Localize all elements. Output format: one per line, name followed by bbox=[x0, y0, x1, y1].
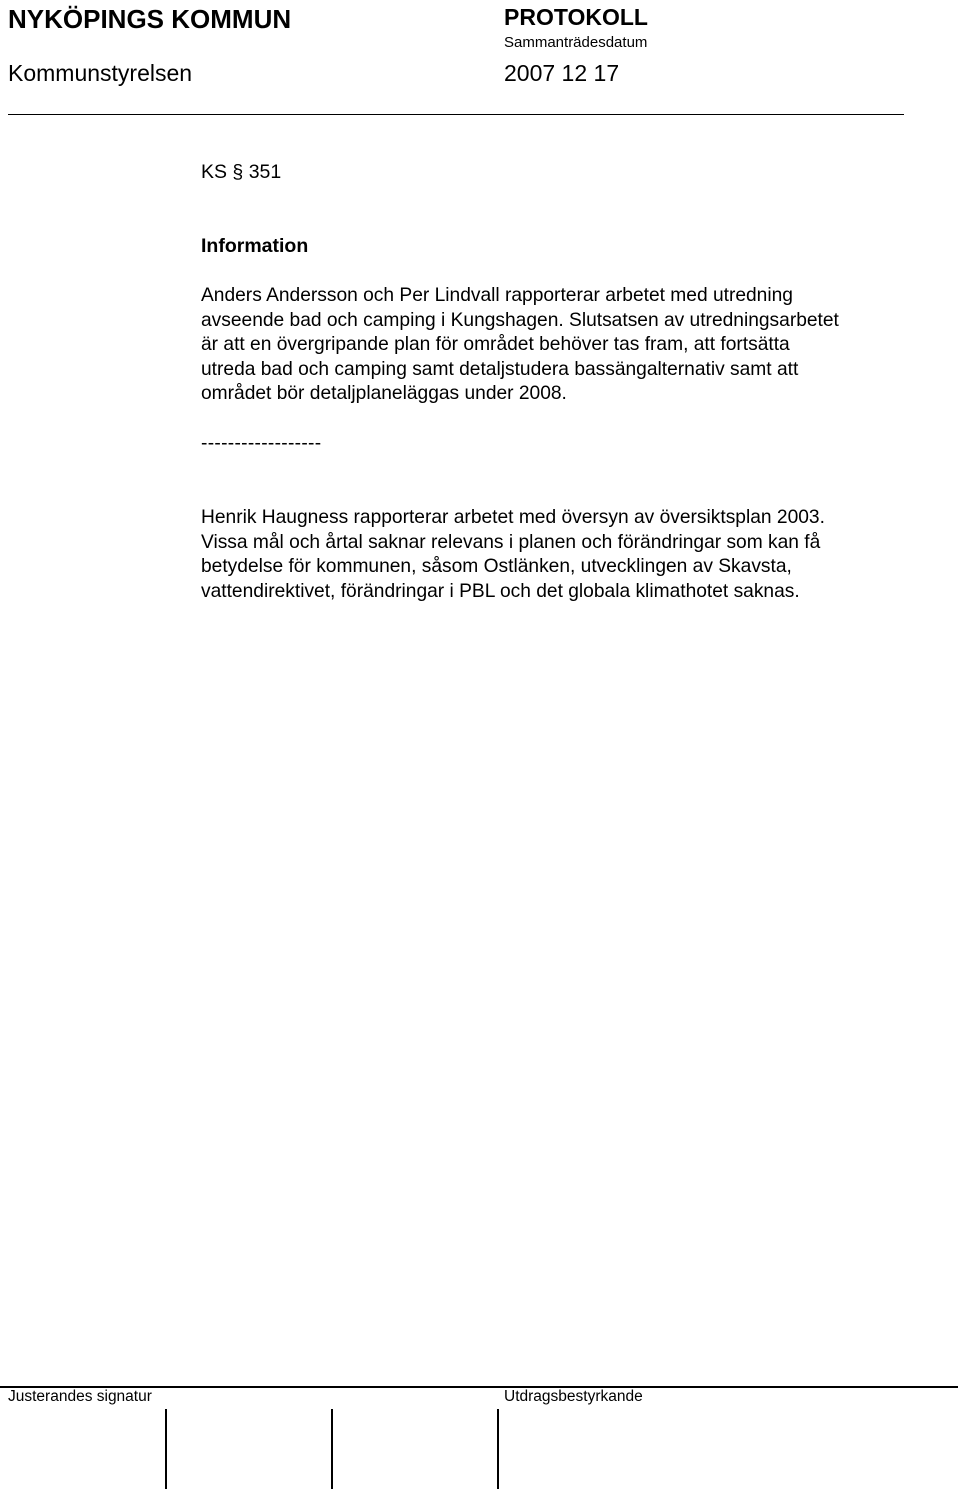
header-divider bbox=[8, 114, 904, 115]
paragraph-number: KS § 351 bbox=[201, 161, 282, 183]
text-line: betydelse för kommunen, såsom Ostlänken, utvecklingen av Skavsta, bbox=[201, 556, 792, 577]
text-line: Anders Andersson och Per Lindvall rapporterar arbetet med utredning bbox=[201, 285, 793, 306]
paragraph-kungshagen bbox=[201, 284, 921, 407]
signature-box-divider bbox=[165, 1409, 167, 1489]
extract-certification-label: Utdragsbestyrkande bbox=[504, 1388, 643, 1405]
section-heading: Information bbox=[201, 235, 309, 257]
text-line: Vissa mål och årtal saknar relevans i planen och förändringar som kan få bbox=[201, 531, 821, 553]
text-line: är att en övergripande plan för området behöver tas fram, att fortsätta bbox=[201, 334, 790, 355]
text-line: avseende bad och camping i Kungshagen. Slutsatsen av utredningsarbetet bbox=[201, 309, 839, 331]
signature-box-divider bbox=[497, 1409, 499, 1489]
signature-label: Justerandes signatur bbox=[8, 1388, 152, 1405]
text-line: Henrik Haugness rapporterar arbetet med översyn av översiktsplan 2003. bbox=[201, 507, 825, 528]
dash-separator: ------------------ bbox=[201, 433, 322, 454]
document-type: PROTOKOLL bbox=[504, 4, 648, 30]
meeting-date-label: Sammanträdesdatum bbox=[504, 34, 648, 51]
organization-name: NYKÖPINGS KOMMUN bbox=[8, 4, 292, 34]
text-line: området bör detaljplaneläggas under 2008. bbox=[201, 383, 567, 404]
department-name: Kommunstyrelsen bbox=[8, 60, 193, 86]
text-line: vattendirektivet, förändringar i PBL och det globala klimathotet saknas. bbox=[201, 580, 800, 602]
signature-box-divider bbox=[331, 1409, 333, 1489]
text-line: utreda bad och camping samt detaljstudera bassängalternativ samt att bbox=[201, 358, 799, 380]
meeting-date: 2007 12 17 bbox=[504, 60, 620, 86]
paragraph-oversiktsplan bbox=[201, 506, 921, 604]
